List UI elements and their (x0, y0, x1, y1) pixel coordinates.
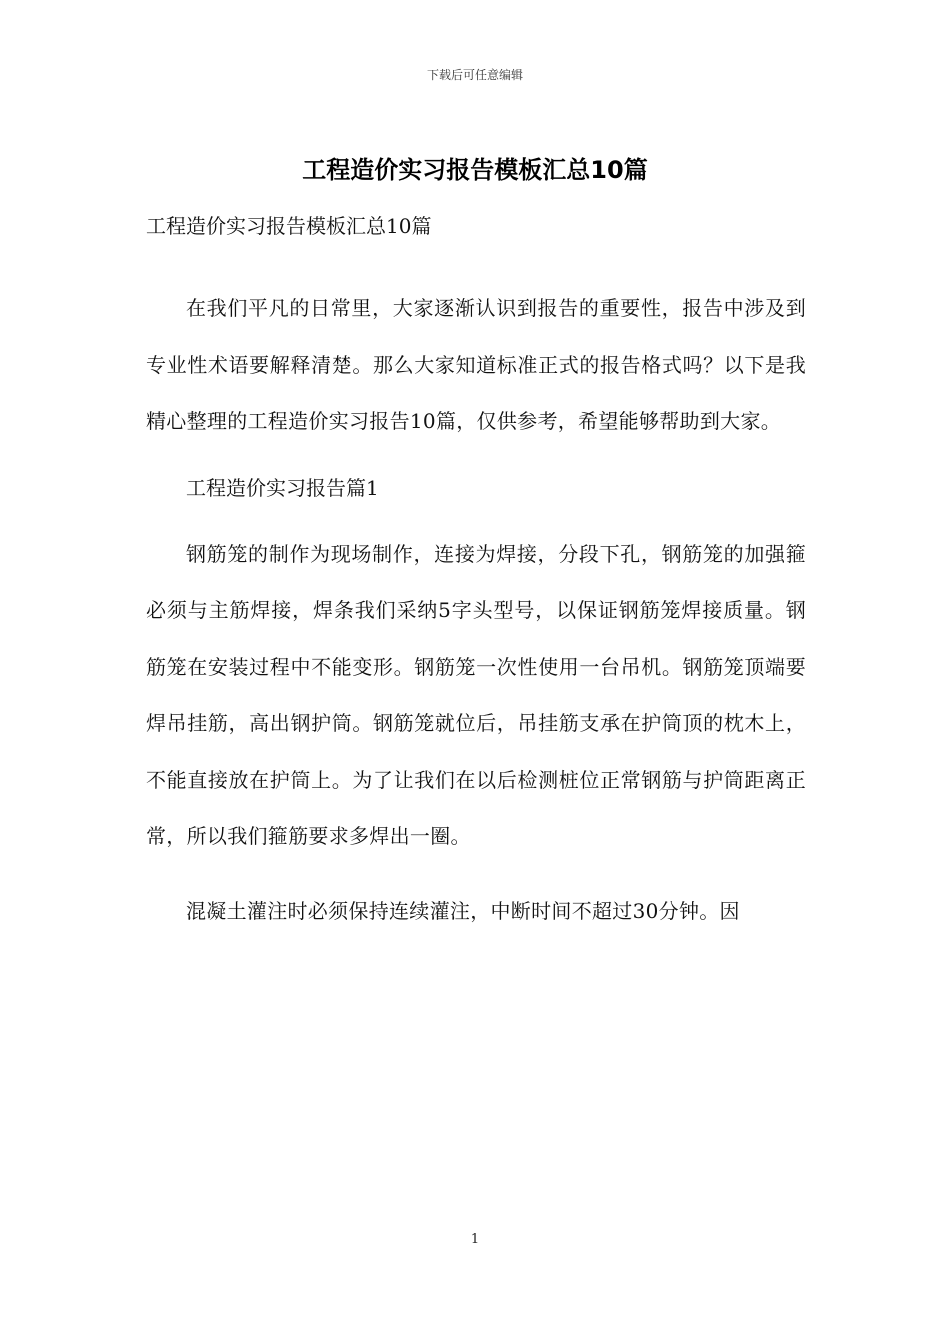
body-paragraph-2: 混凝土灌注时必须保持连续灌注，中断时间不超过30分钟。因 (186, 898, 740, 923)
body-paragraph-1: 钢筋笼的制作为现场制作，连接为焊接，分段下孔，钢筋笼的加强箍必须与主筋焊接，焊条我们采纳5字头型号，以保证钢筋笼焊接质量。钢筋笼在安装过程中不能变形。钢筋笼一次性使用一台吊机。钢筋笼顶端要焊吊挂筋，高出钢护筒。钢筋笼就位后，吊挂筋支承在护筒顶的枕木上，不能直接放在护筒上。为了让我们在以后检测桩位正常钢筋与护筒距离正常，所以我们箍筋要求多焊出一圈。 (146, 541, 806, 848)
document-title: 工程造价实习报告模板汇总10篇 (302, 156, 648, 184)
page-number: 1 (470, 1232, 480, 1247)
document-subtitle: 工程造价实习报告模板汇总10篇 (146, 214, 432, 238)
intro-paragraph: 在我们平凡的日常里，大家逐渐认识到报告的重要性，报告中涉及到专业性术语要解释清楚。那么大家知道标准正式的报告格式吗？以下是我精心整理的工程造价实习报告10篇，仅供参考，希望能够帮助到大家。 (146, 296, 806, 433)
header-note: 下载后可任意编辑 (426, 68, 523, 82)
document-body (146, 280, 806, 939)
section-heading: 工程造价实习报告篇1 (186, 475, 379, 500)
